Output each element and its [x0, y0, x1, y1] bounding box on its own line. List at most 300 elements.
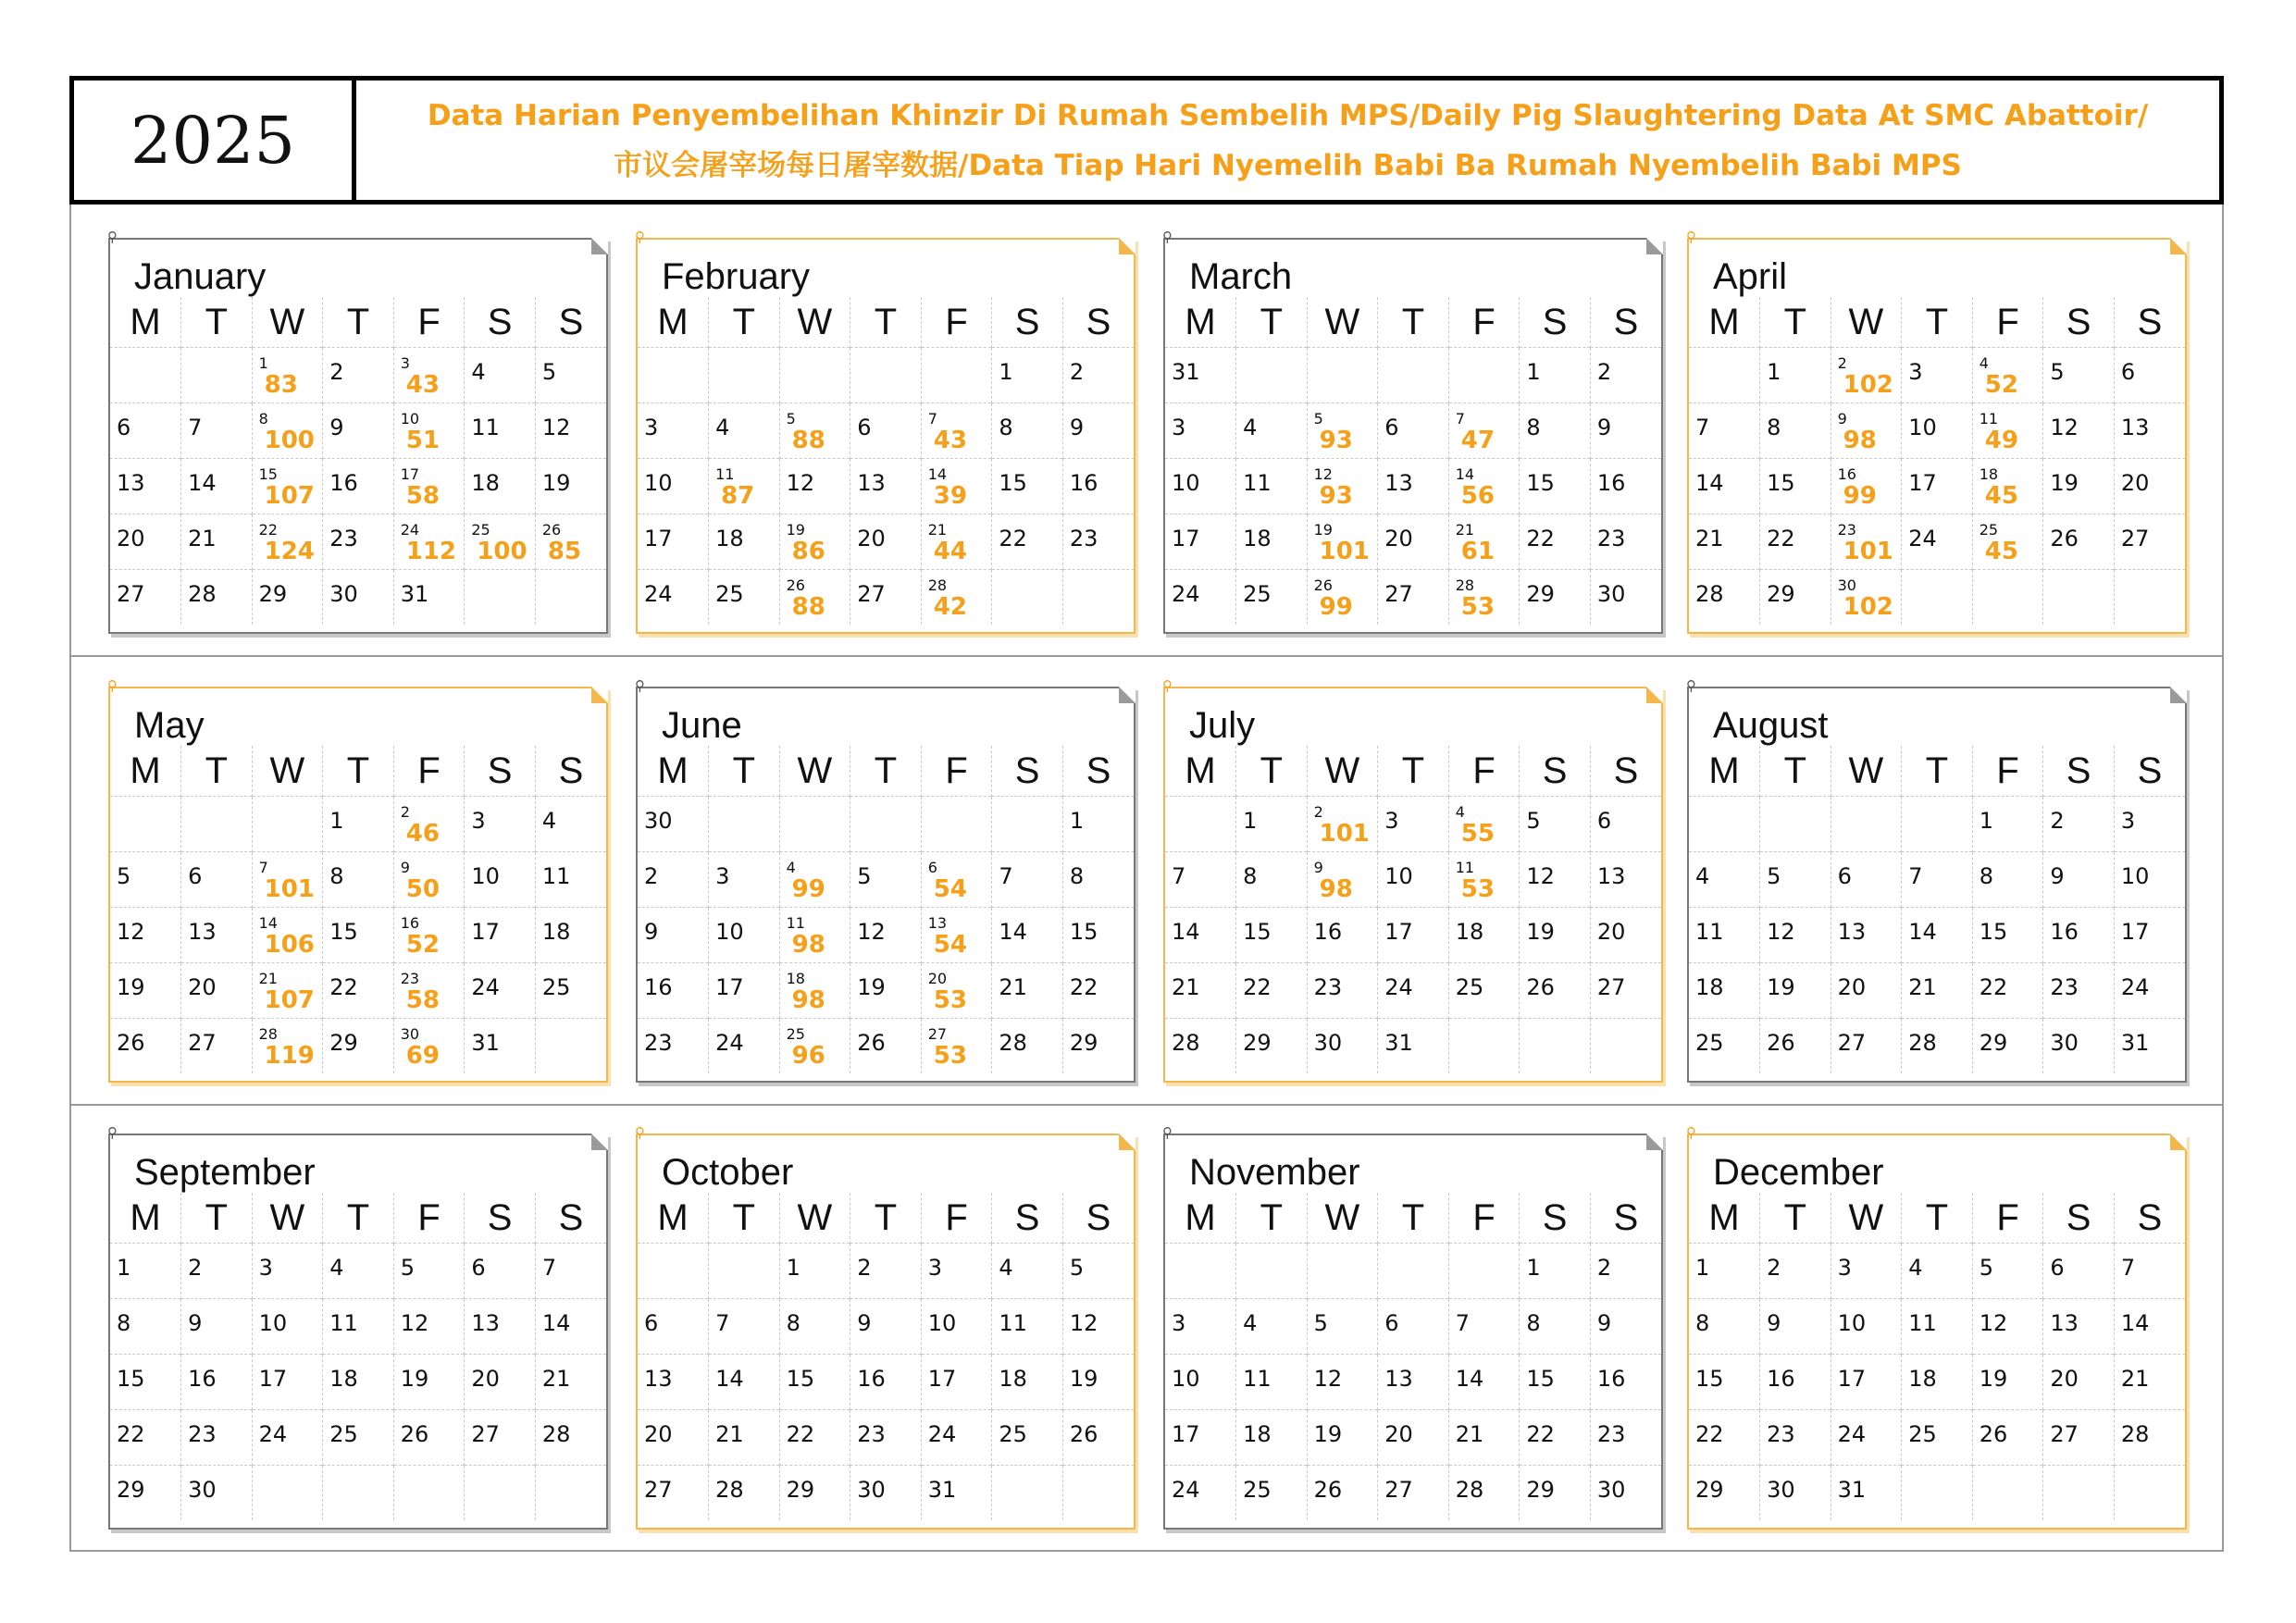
- month-name: May: [134, 705, 205, 746]
- weekday-header: F: [1448, 1193, 1520, 1244]
- day-cell: [535, 1466, 606, 1521]
- day-cell: [535, 1019, 606, 1074]
- day-number: 5: [1767, 863, 1781, 889]
- day-number: 2: [1596, 359, 1612, 385]
- day-cell: [323, 797, 394, 852]
- day-number: 16: [1837, 465, 1856, 483]
- day-cell: [779, 852, 850, 908]
- day-cell: [1689, 1019, 1760, 1074]
- day-cell: [2043, 1466, 2115, 1521]
- day-number: 15: [329, 919, 358, 945]
- day-cell: [1378, 459, 1449, 514]
- day-number: 22: [1979, 974, 2008, 1000]
- day-number: 23: [1596, 526, 1626, 551]
- day-cell: [709, 797, 780, 852]
- day-cell: [992, 963, 1063, 1019]
- day-cell: [1165, 1410, 1236, 1466]
- page-fold-corner: [1646, 1134, 1663, 1150]
- day-cell: [1590, 459, 1661, 514]
- day-cell: [2114, 1244, 2185, 1299]
- day-cell: [1236, 1466, 1308, 1521]
- day-number: 2: [1596, 1255, 1612, 1281]
- slaughter-count: 99: [1319, 593, 1353, 621]
- day-number: 1: [1526, 1255, 1541, 1281]
- day-cell: [1972, 963, 2043, 1019]
- weekday-header: T: [709, 746, 780, 797]
- day-number: 28: [1172, 1030, 1200, 1056]
- day-cell: [1062, 459, 1134, 514]
- day-number: 18: [1695, 974, 1724, 1000]
- day-cell: [779, 1244, 850, 1299]
- day-number: 19: [1526, 919, 1555, 945]
- day-number: 31: [1172, 359, 1200, 385]
- day-number: 30: [1767, 1477, 1795, 1503]
- page-fold-corner: [591, 687, 608, 703]
- day-cell: [252, 963, 323, 1019]
- day-number: 31: [471, 1030, 500, 1056]
- day-cell: [535, 852, 606, 908]
- slaughter-count: 47: [1460, 427, 1495, 454]
- weekday-header: T: [1378, 1193, 1449, 1244]
- day-number: 9: [1767, 1310, 1781, 1336]
- weekday-header: W: [1831, 1193, 1902, 1244]
- day-number: 11: [999, 1310, 1027, 1336]
- day-cell: [921, 1244, 992, 1299]
- month-calendar-october: [635, 1124, 1136, 1530]
- day-number: 1: [1767, 359, 1781, 385]
- pin-icon: ⚲: [1162, 229, 1173, 245]
- day-cell: [1448, 1019, 1520, 1074]
- day-number: 6: [471, 1255, 486, 1281]
- day-cell: [1448, 514, 1520, 570]
- day-cell: [709, 1019, 780, 1074]
- day-cell: [1378, 1244, 1449, 1299]
- day-number: 23: [1596, 1421, 1626, 1447]
- day-number: 15: [999, 470, 1027, 496]
- day-number: 17: [1908, 470, 1937, 496]
- day-cell: [1448, 908, 1520, 963]
- day-number: 16: [1069, 470, 1098, 496]
- month-calendar-may: [107, 677, 608, 1083]
- day-cell: [1236, 797, 1308, 852]
- day-cell: [850, 459, 922, 514]
- day-cell: [393, 1299, 465, 1355]
- weekday-header: S: [2137, 301, 2163, 342]
- day-cell: [638, 570, 709, 626]
- day-number: 29: [1767, 581, 1795, 607]
- weekday-header: T: [1760, 1193, 1831, 1244]
- weekday-header: S: [558, 1196, 584, 1238]
- day-cell: [2114, 852, 2185, 908]
- day-cell: [181, 1299, 253, 1355]
- day-number: 30: [1837, 576, 1856, 594]
- day-number: 2: [400, 803, 410, 821]
- day-cell: [323, 1244, 394, 1299]
- month-day-grid: [110, 1193, 606, 1520]
- day-cell: [850, 797, 922, 852]
- day-cell: [1590, 1019, 1661, 1074]
- day-number: 18: [786, 970, 805, 987]
- day-cell: [393, 403, 465, 459]
- day-number: 6: [1384, 415, 1399, 440]
- day-number: 22: [786, 1421, 815, 1447]
- day-cell: [1972, 908, 2043, 963]
- page-fold-corner: [1119, 687, 1136, 703]
- day-cell: [2043, 1299, 2115, 1355]
- page-fold-corner: [2170, 687, 2187, 703]
- day-cell: [1520, 852, 1591, 908]
- day-cell: [850, 1244, 922, 1299]
- day-cell: [1307, 459, 1378, 514]
- day-cell: [992, 797, 1063, 852]
- day-number: 22: [1526, 1421, 1555, 1447]
- day-cell: [1520, 963, 1591, 1019]
- day-number: 5: [857, 863, 872, 889]
- day-cell: [2114, 459, 2185, 514]
- day-cell: [1902, 403, 1973, 459]
- day-cell: [1378, 1466, 1449, 1521]
- day-cell: [535, 797, 606, 852]
- day-number: 30: [857, 1477, 886, 1503]
- slaughter-count: 99: [791, 875, 825, 903]
- day-number: 21: [188, 526, 217, 551]
- day-number: 10: [471, 863, 500, 889]
- day-cell: [1689, 1466, 1760, 1521]
- day-number: 28: [715, 1477, 744, 1503]
- month-calendar-august: [1686, 677, 2187, 1083]
- day-number: 28: [258, 1025, 278, 1043]
- day-number: 11: [1243, 1366, 1272, 1392]
- day-cell: [110, 1466, 181, 1521]
- day-cell: [921, 1299, 992, 1355]
- day-number: 13: [1837, 919, 1867, 945]
- day-cell: [2043, 459, 2115, 514]
- day-cell: [638, 797, 709, 852]
- page-fold-corner: [591, 1134, 608, 1150]
- weekday-header: T: [850, 297, 922, 348]
- day-cell: [110, 1299, 181, 1355]
- day-number: 4: [999, 1255, 1013, 1281]
- weekday-header: S: [2137, 1196, 2163, 1238]
- day-cell: [1902, 908, 1973, 963]
- month-day-grid: [1165, 746, 1661, 1073]
- day-number: 19: [786, 521, 805, 539]
- day-cell: [1902, 459, 1973, 514]
- day-cell: [252, 1244, 323, 1299]
- day-cell: [992, 1299, 1063, 1355]
- day-cell: [1520, 1410, 1591, 1466]
- day-number: 1: [999, 359, 1013, 385]
- weekday-header: F: [1448, 746, 1520, 797]
- month-day-grid: [1165, 297, 1661, 625]
- day-number: 19: [857, 974, 886, 1000]
- day-number: 25: [329, 1421, 358, 1447]
- day-cell: [252, 852, 323, 908]
- day-cell: [323, 403, 394, 459]
- day-number: 28: [1695, 581, 1724, 607]
- day-number: 26: [1313, 1477, 1343, 1503]
- day-cell: [638, 403, 709, 459]
- day-number: 19: [541, 470, 571, 496]
- day-cell: [1236, 403, 1308, 459]
- day-cell: [1062, 1355, 1134, 1410]
- day-cell: [110, 963, 181, 1019]
- day-cell: [1831, 1410, 1902, 1466]
- day-cell: [709, 403, 780, 459]
- day-number: 4: [1243, 1310, 1258, 1336]
- day-number: 3: [2120, 808, 2136, 834]
- day-cell: [1307, 1299, 1378, 1355]
- day-number: 30: [400, 1025, 420, 1043]
- month-name: October: [662, 1152, 794, 1193]
- day-cell: [2043, 403, 2115, 459]
- slaughter-count: 93: [1319, 482, 1353, 510]
- day-number: 9: [1837, 410, 1847, 427]
- day-cell: [465, 348, 536, 403]
- day-number: 10: [2120, 863, 2150, 889]
- day-cell: [1520, 403, 1591, 459]
- day-cell: [709, 570, 780, 626]
- day-cell: [393, 1410, 465, 1466]
- day-number: 23: [188, 1421, 217, 1447]
- day-number: 6: [117, 415, 131, 440]
- day-cell: [393, 963, 465, 1019]
- day-cell: [638, 1410, 709, 1466]
- slaughter-count: 88: [791, 593, 825, 621]
- day-cell: [921, 1019, 992, 1074]
- slaughter-count: 98: [1319, 875, 1353, 903]
- day-number: 2: [1837, 354, 1847, 372]
- day-cell: [992, 570, 1063, 626]
- month-day-grid: [1689, 297, 2185, 625]
- weekday-header: T: [1378, 746, 1449, 797]
- day-cell: [1062, 1410, 1134, 1466]
- day-number: 16: [857, 1366, 886, 1392]
- day-number: 29: [329, 1030, 358, 1056]
- weekday-header: T: [1236, 1193, 1308, 1244]
- day-number: 22: [1526, 526, 1555, 551]
- day-number: 18: [329, 1366, 358, 1392]
- day-cell: [1760, 1355, 1831, 1410]
- day-number: 7: [541, 1255, 557, 1281]
- day-number: 6: [2050, 1255, 2065, 1281]
- day-cell: [535, 1299, 606, 1355]
- slaughter-count: 54: [933, 875, 967, 903]
- day-cell: [252, 348, 323, 403]
- day-number: 25: [471, 521, 490, 539]
- day-cell: [779, 1410, 850, 1466]
- day-cell: [1689, 797, 1760, 852]
- day-cell: [252, 908, 323, 963]
- day-number: 22: [329, 974, 358, 1000]
- day-number: 12: [1979, 1310, 2008, 1336]
- day-number: 1: [786, 1255, 800, 1281]
- day-number: 1: [1979, 808, 1994, 834]
- day-cell: [393, 1244, 465, 1299]
- day-cell: [535, 348, 606, 403]
- day-number: 17: [644, 526, 673, 551]
- day-cell: [1236, 1410, 1308, 1466]
- day-cell: [1760, 1466, 1831, 1521]
- day-cell: [1448, 1355, 1520, 1410]
- day-number: 4: [329, 1255, 344, 1281]
- day-cell: [638, 1019, 709, 1074]
- day-cell: [1760, 852, 1831, 908]
- day-cell: [1062, 1244, 1134, 1299]
- day-cell: [1902, 1019, 1973, 1074]
- day-number: 24: [2120, 974, 2150, 1000]
- day-cell: [110, 348, 181, 403]
- day-cell: [110, 403, 181, 459]
- day-number: 10: [1172, 1366, 1200, 1392]
- day-number: 7: [2120, 1255, 2136, 1281]
- day-cell: [638, 514, 709, 570]
- slaughter-count: 106: [264, 931, 315, 959]
- day-number: 25: [1243, 581, 1272, 607]
- day-cell: [779, 1466, 850, 1521]
- day-number: 26: [541, 521, 562, 539]
- day-number: 18: [1979, 465, 1999, 483]
- day-number: 21: [2120, 1366, 2150, 1392]
- day-cell: [1689, 403, 1760, 459]
- title-line-1: Data Harian Penyembelihan Khinzir Di Rumah Sembelih MPS/Daily Pig Slaughtering Data At SMC Abattoir/: [427, 98, 2149, 132]
- day-cell: [1831, 514, 1902, 570]
- day-cell: [1520, 459, 1591, 514]
- day-number: 19: [117, 974, 145, 1000]
- day-cell: [1378, 403, 1449, 459]
- day-cell: [1307, 403, 1378, 459]
- day-cell: [1448, 403, 1520, 459]
- day-cell: [1972, 348, 2043, 403]
- day-number: 3: [1172, 415, 1186, 440]
- day-cell: [1307, 1466, 1378, 1521]
- day-cell: [1448, 570, 1520, 626]
- day-cell: [1760, 348, 1831, 403]
- day-cell: [1236, 963, 1308, 1019]
- weekday-header: W: [252, 746, 323, 797]
- day-cell: [181, 403, 253, 459]
- day-cell: [2114, 963, 2185, 1019]
- day-number: 6: [857, 415, 872, 440]
- day-cell: [1448, 852, 1520, 908]
- slaughter-count: 88: [791, 427, 825, 454]
- weekday-header: F: [1972, 746, 2043, 797]
- day-cell: [921, 852, 992, 908]
- weekday-header: T: [1902, 1193, 1973, 1244]
- day-number: 23: [644, 1030, 673, 1056]
- day-cell: [252, 570, 323, 626]
- day-number: 30: [188, 1477, 217, 1503]
- day-number: 31: [400, 581, 429, 607]
- day-number: 2: [188, 1255, 203, 1281]
- day-cell: [323, 1410, 394, 1466]
- day-cell: [1831, 1466, 1902, 1521]
- day-number: 8: [117, 1310, 131, 1336]
- day-cell: [992, 1355, 1063, 1410]
- day-cell: [535, 570, 606, 626]
- slaughter-count: 45: [1984, 538, 2018, 565]
- day-cell: [181, 348, 253, 403]
- weekday-header: M: [638, 297, 709, 348]
- day-number: 11: [1695, 919, 1724, 945]
- day-cell: [850, 514, 922, 570]
- day-number: 26: [1767, 1030, 1795, 1056]
- weekday-header: W: [779, 1193, 850, 1244]
- weekday-header: S: [1613, 301, 1639, 342]
- day-cell: [181, 514, 253, 570]
- day-cell: [465, 570, 536, 626]
- day-cell: [1236, 459, 1308, 514]
- day-cell: [393, 797, 465, 852]
- page-fold-corner: [1646, 238, 1663, 254]
- day-number: 21: [1455, 1421, 1484, 1447]
- day-cell: [638, 1299, 709, 1355]
- day-cell: [2043, 514, 2115, 570]
- day-number: 26: [400, 1421, 429, 1447]
- day-cell: [1165, 403, 1236, 459]
- day-cell: [1831, 852, 1902, 908]
- weekday-header: T: [709, 297, 780, 348]
- day-number: 10: [1908, 415, 1937, 440]
- day-cell: [709, 514, 780, 570]
- day-number: 12: [857, 919, 886, 945]
- day-cell: [1902, 1299, 1973, 1355]
- day-number: 16: [644, 974, 673, 1000]
- month-name: September: [134, 1152, 316, 1193]
- weekday-header: S: [992, 297, 1063, 348]
- day-number: 15: [1767, 470, 1795, 496]
- pin-icon: ⚲: [1162, 1124, 1173, 1141]
- slaughter-count: 39: [933, 482, 967, 510]
- day-number: 4: [1908, 1255, 1923, 1281]
- slaughter-count: 107: [264, 986, 315, 1014]
- day-number: 10: [927, 1310, 957, 1336]
- weekday-header: W: [779, 746, 850, 797]
- day-number: 8: [1243, 863, 1258, 889]
- day-cell: [921, 1466, 992, 1521]
- day-cell: [850, 348, 922, 403]
- day-number: 8: [999, 415, 1013, 440]
- day-number: 14: [715, 1366, 744, 1392]
- weekday-header: T: [1378, 297, 1449, 348]
- day-number: 12: [400, 1310, 429, 1336]
- day-number: 17: [471, 919, 500, 945]
- day-cell: [1972, 459, 2043, 514]
- slaughter-count: 101: [1843, 538, 1893, 565]
- row-divider: [69, 1104, 2224, 1106]
- day-cell: [181, 797, 253, 852]
- day-number: 4: [1455, 803, 1465, 821]
- weekday-header: F: [1448, 297, 1520, 348]
- slaughter-count: 100: [264, 427, 315, 454]
- day-cell: [921, 797, 992, 852]
- day-cell: [1165, 852, 1236, 908]
- day-cell: [1062, 1019, 1134, 1074]
- slaughter-count: 98: [791, 986, 825, 1014]
- day-number: 10: [258, 1310, 288, 1336]
- day-number: 8: [1767, 415, 1781, 440]
- day-cell: [465, 403, 536, 459]
- weekday-header: S: [2137, 750, 2163, 791]
- title-line-2: 市议会屠宰场每日屠宰数据/Data Tiap Hari Nyemelih Babi Ba Rumah Nyembelih Babi MPS: [614, 148, 1962, 182]
- day-cell: [181, 908, 253, 963]
- month-day-grid: [1165, 1193, 1661, 1520]
- day-cell: [1307, 1244, 1378, 1299]
- day-cell: [1831, 403, 1902, 459]
- weekday-header: S: [1520, 1193, 1591, 1244]
- month-day-grid: [110, 746, 606, 1073]
- day-cell: [252, 1410, 323, 1466]
